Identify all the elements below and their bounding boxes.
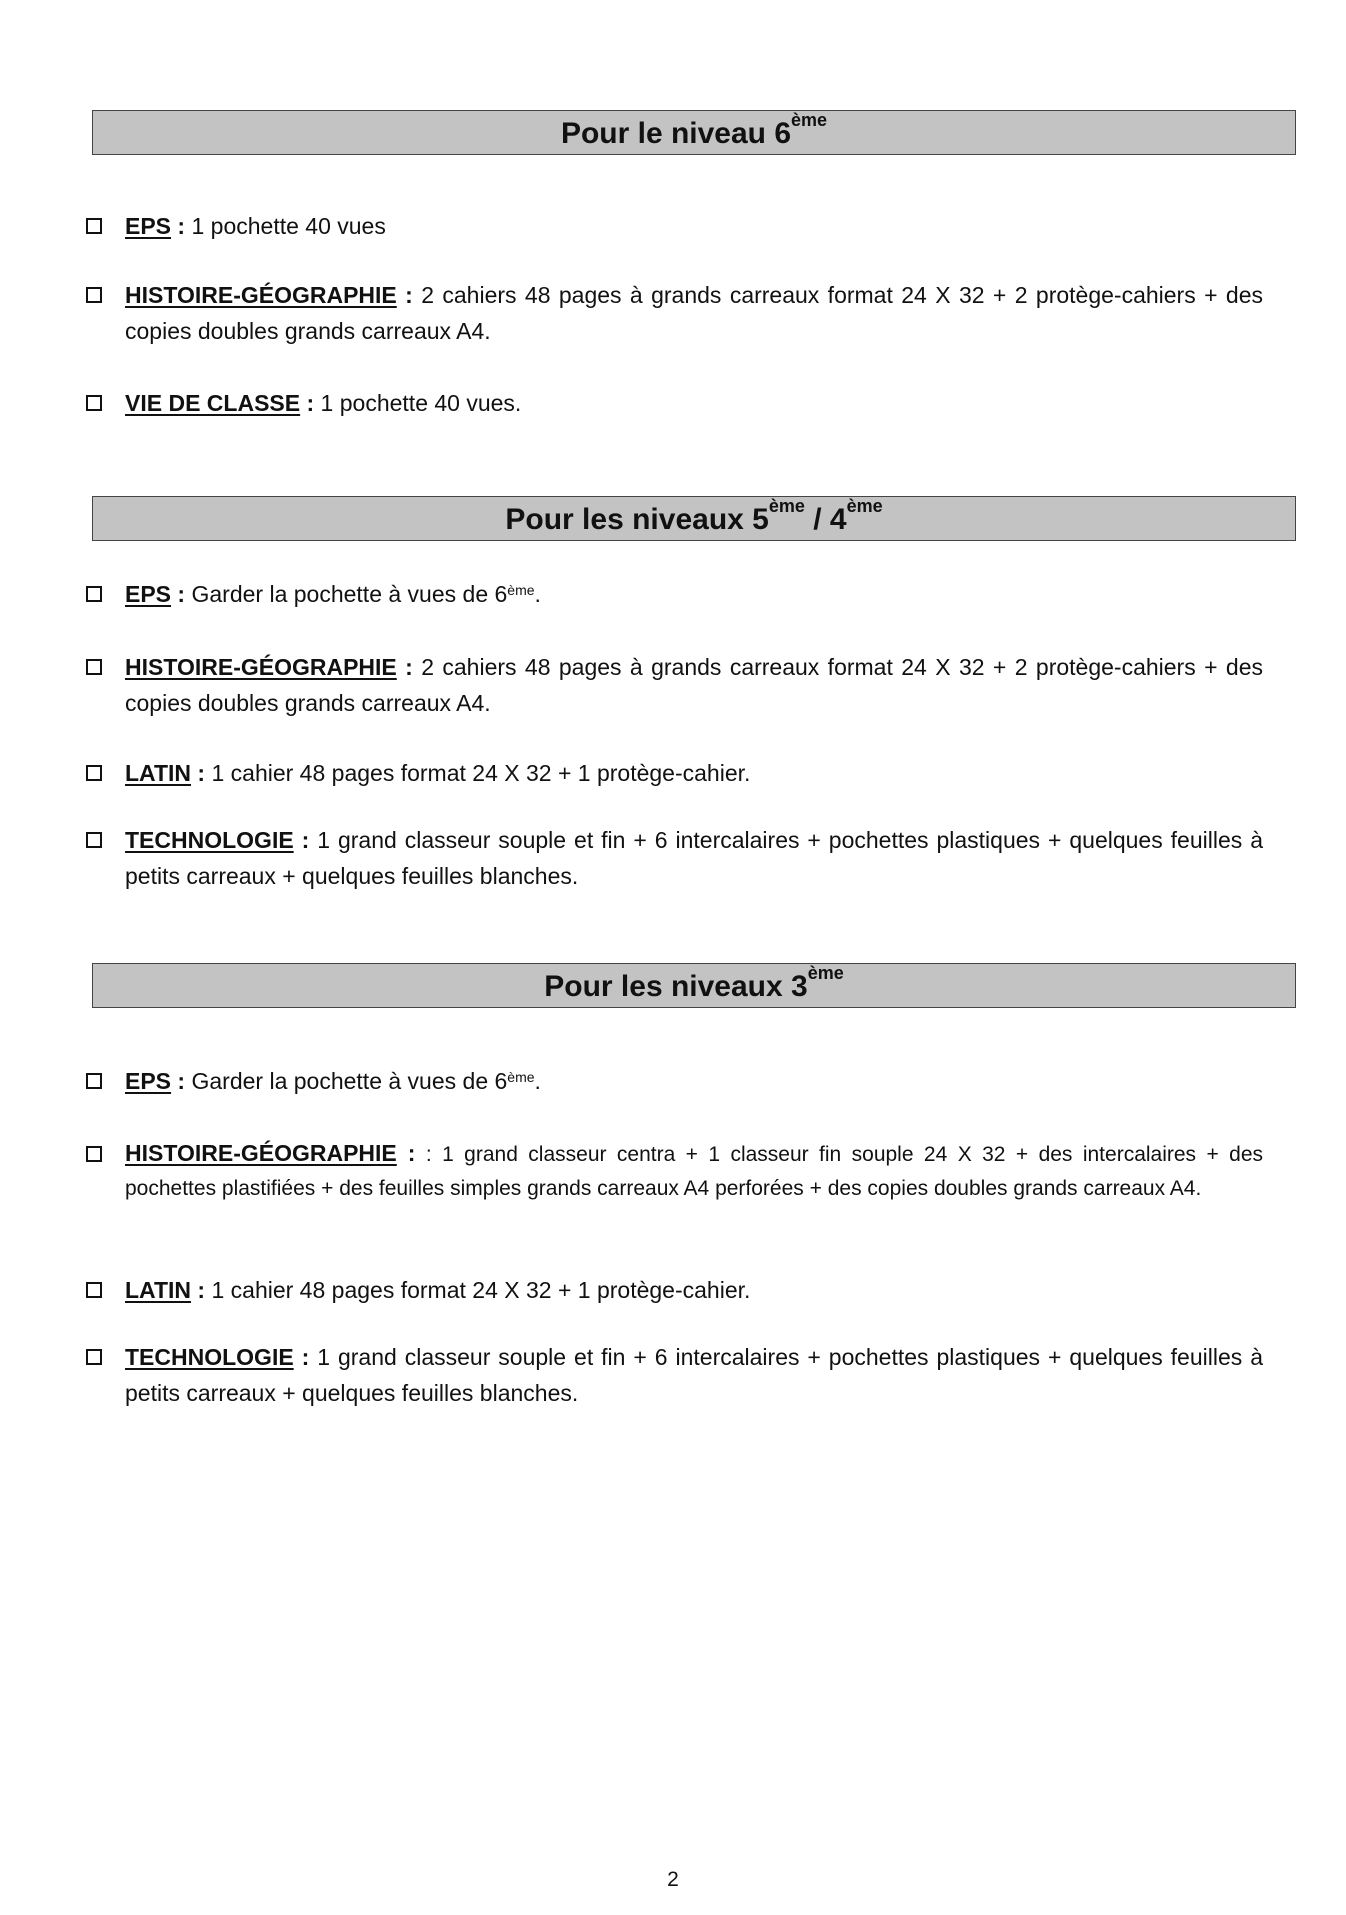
page-number: 2 bbox=[667, 1868, 679, 1891]
list-item-technologie-3: TECHNOLOGIE : 1 grand classeur souple et fin + 6 intercalaires + pochettes plastiques + quelques feuilles à petits carreaux + quelques feuilles blanches. bbox=[86, 1339, 1266, 1411]
item-text: Garder la pochette à vues de 6 bbox=[185, 1068, 508, 1094]
item-text: 1 grand classeur souple et fin + 6 intercalaires + pochettes plastiques + quelques feuilles à petits carreaux + quelques feuilles blanches. bbox=[125, 827, 1263, 889]
subject-label: LATIN bbox=[125, 1277, 192, 1303]
list-item-eps-6: EPS : 1 pochette 40 vues bbox=[86, 208, 1266, 244]
subject-label: TECHNOLOGIE bbox=[125, 1344, 294, 1370]
subject-label: EPS bbox=[125, 581, 172, 607]
list-item-vie-de-classe-6: VIE DE CLASSE : 1 pochette 40 vues. bbox=[86, 385, 1266, 421]
subject-label: HISTOIRE-GÉOGRAPHIE bbox=[125, 1140, 397, 1166]
list-item-histoire-5-4: HISTOIRE-GÉOGRAPHIE : 2 cahiers 48 pages à grands carreaux format 24 X 32 + 2 protège-cahiers + des copies doubles grands carreaux A4. bbox=[86, 649, 1266, 721]
list-item-latin-3: LATIN : 1 cahier 48 pages format 24 X 32 + 1 protège-cahier. bbox=[86, 1272, 1266, 1308]
item-text: 1 cahier 48 pages format 24 X 32 + 1 protège-cahier. bbox=[205, 760, 751, 786]
section-title: Pour les niveaux 5ème / 4ème bbox=[505, 495, 883, 536]
item-text: 1 grand classeur souple et fin + 6 intercalaires + pochettes plastiques + quelques feuilles à petits carreaux + quelques feuilles blanches. bbox=[125, 1344, 1263, 1406]
item-text: 1 pochette 40 vues. bbox=[314, 390, 522, 416]
list-item-technologie-5-4: TECHNOLOGIE : 1 grand classeur souple et fin + 6 intercalaires + pochettes plastiques + quelques feuilles à petits carreaux + quelques feuilles blanches. bbox=[86, 822, 1266, 894]
section-header-5eme-4eme bbox=[92, 496, 1296, 541]
list-item-histoire-6: HISTOIRE-GÉOGRAPHIE : 2 cahiers 48 pages à grands carreaux format 24 X 32 + 2 protège-cahiers + des copies doubles grands carreaux A4. bbox=[86, 277, 1266, 349]
item-text: : 1 grand classeur centra + 1 classeur fin souple 24 X 32 + des intercalaires + des pochettes plastifiées + des feuilles simples grands carreaux A4 perforées + des copies doubles grands carreaux A4. bbox=[125, 1143, 1264, 1200]
item-text: 1 pochette 40 vues bbox=[185, 213, 386, 239]
subject-label: VIE DE CLASSE bbox=[125, 390, 301, 416]
item-text: 1 cahier 48 pages format 24 X 32 + 1 protège-cahier. bbox=[205, 1277, 751, 1303]
list-item-eps-5-4: EPS : Garder la pochette à vues de 6ème. bbox=[86, 576, 1266, 612]
subject-label: HISTOIRE-GÉOGRAPHIE bbox=[125, 282, 397, 308]
section-header-6eme bbox=[92, 110, 1296, 155]
section-title: Pour les niveaux 3ème bbox=[544, 962, 844, 1003]
checkbox-icon[interactable] bbox=[86, 832, 102, 848]
checkbox-icon[interactable] bbox=[86, 218, 102, 234]
checkbox-icon[interactable] bbox=[86, 659, 102, 675]
section-header-3eme bbox=[92, 963, 1296, 1008]
checkbox-icon[interactable] bbox=[86, 586, 102, 602]
item-text: 2 cahiers 48 pages à grands carreaux format 24 X 32 + 2 protège-cahiers + des copies doubles grands carreaux A4. bbox=[125, 282, 1263, 344]
list-item-histoire-3: HISTOIRE-GÉOGRAPHIE : : 1 grand classeur centra + 1 classeur fin souple 24 X 32 + des intercalaires + des pochettes plastifiées + des feuilles simples grands carreaux A4 perforées + des copies doubles grands carreaux A4. bbox=[86, 1136, 1266, 1206]
checkbox-icon[interactable] bbox=[86, 1073, 102, 1089]
subject-label: HISTOIRE-GÉOGRAPHIE bbox=[125, 654, 397, 680]
subject-label: TECHNOLOGIE bbox=[125, 827, 294, 853]
list-item-eps-3: EPS : Garder la pochette à vues de 6ème. bbox=[86, 1063, 1266, 1099]
checkbox-icon[interactable] bbox=[86, 287, 102, 303]
item-text: Garder la pochette à vues de 6 bbox=[185, 581, 508, 607]
checkbox-icon[interactable] bbox=[86, 395, 102, 411]
subject-label: EPS bbox=[125, 213, 172, 239]
list-item-latin-5-4: LATIN : 1 cahier 48 pages format 24 X 32 + 1 protège-cahier. bbox=[86, 755, 1266, 791]
subject-label: EPS bbox=[125, 1068, 172, 1094]
subject-label: LATIN bbox=[125, 760, 192, 786]
checkbox-icon[interactable] bbox=[86, 1349, 102, 1365]
checkbox-icon[interactable] bbox=[86, 1282, 102, 1298]
section-title: Pour le niveau 6ème bbox=[560, 109, 828, 150]
checkbox-icon[interactable] bbox=[86, 765, 102, 781]
checkbox-icon[interactable] bbox=[86, 1146, 102, 1162]
item-text: 2 cahiers 48 pages à grands carreaux format 24 X 32 + 2 protège-cahiers + des copies doubles grands carreaux A4. bbox=[125, 654, 1263, 716]
